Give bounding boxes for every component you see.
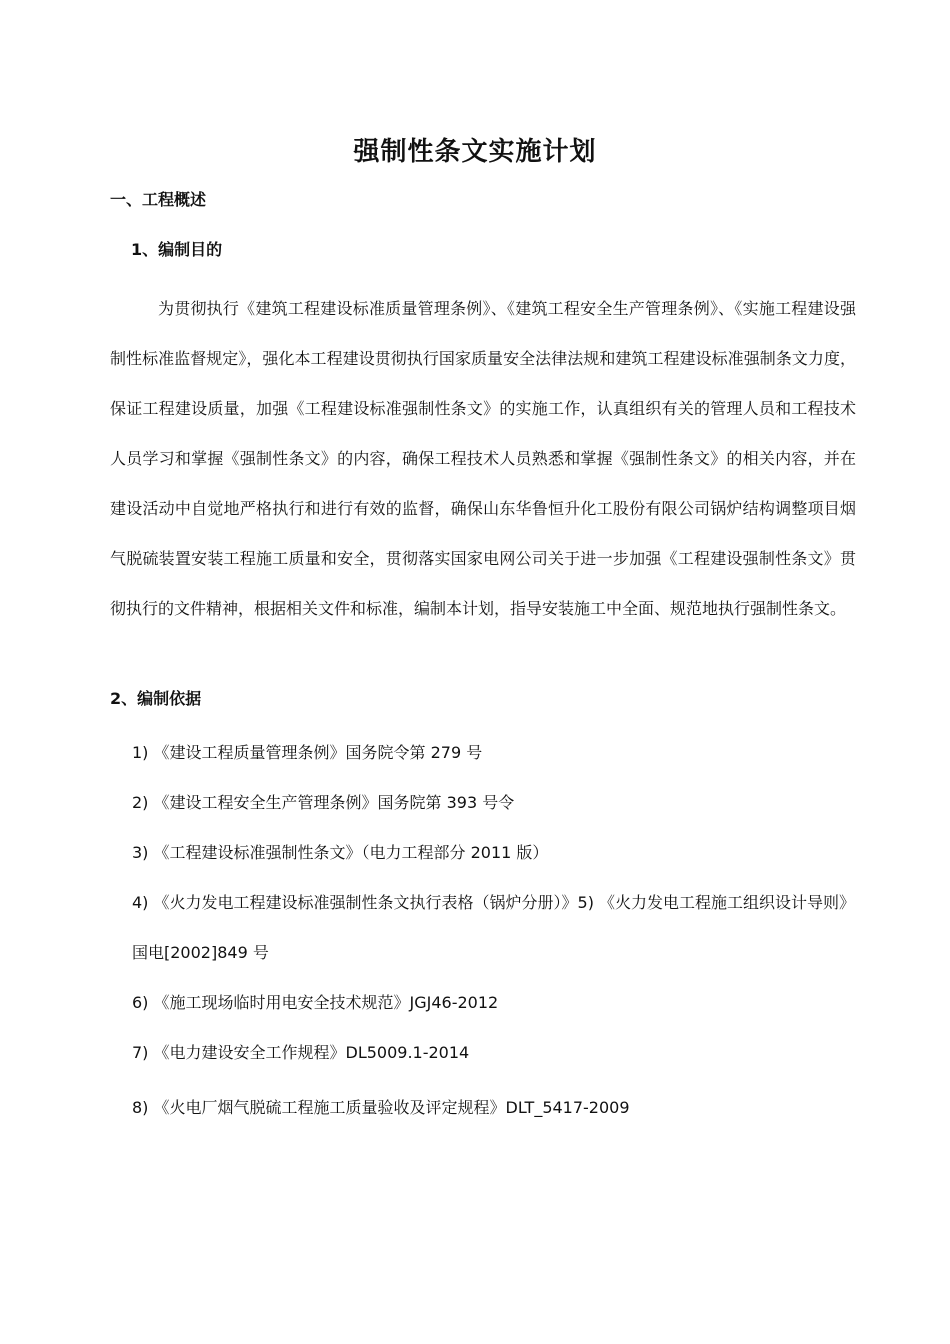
reference-list	[132, 728, 862, 1133]
reference-item: 8) 《火电厂烟气脱硫工程施工质量验收及评定规程》DLT_5417-2009	[132, 1098, 630, 1117]
reference-item: 7) 《电力建设安全工作规程》DL5009.1-2014	[132, 1043, 470, 1062]
reference-item: 2) 《建设工程安全生产管理条例》国务院第 393 号令	[132, 793, 515, 812]
document-title: 强制性条文实施计划	[353, 137, 597, 167]
subsection-heading-purpose: 1、编制目的	[131, 240, 223, 259]
purpose-paragraph: 为贯彻执行《建筑工程建设标准质量管理条例》、《建筑工程安全生产管理条例》、《实施工程建设强制性标准监督规定》，强化本工程建设贯彻执行国家质量安全法律法规和建筑工程建设标准强制条文力度，保证工程建设质量，加强《工程建设标准强制性条文》的实施工作，认真组织有关的管理人员和工程技术人员学习和掌握《强制性条文》的内容，确保工程技术人员熟悉和掌握《强制性条文》的相关内容，并在建设活动中自觉地严格执行和进行有效的监督，确保山东华鲁恒升化工股份有限公司锅炉结构调整项目烟气脱硫装置安装工程施工质量和安全，贯彻落实国家电网公司关于进一步加强《工程建设强制性条文》贯彻执行的文件精神，根据相关文件和标准，编制本计划，指导安装施工中全面、规范地执行强制性条文。	[110, 299, 856, 618]
reference-item: 3) 《工程建设标准强制性条文》（电力工程部分 2011 版）	[132, 843, 549, 862]
subsection-heading-basis: 2、编制依据	[110, 689, 202, 708]
reference-item: 6) 《施工现场临时用电安全技术规范》JGJ46-2012	[132, 993, 499, 1012]
reference-item: 1) 《建设工程质量管理条例》国务院令第 279 号	[132, 743, 483, 762]
reference-item: 4) 《火力发电工程建设标准强制性条文执行表格（锅炉分册）》5) 《火力发电工程施工组织设计导则》国电[2002]849 号	[132, 893, 856, 962]
section-heading-overview: 一、工程概述	[110, 190, 207, 209]
